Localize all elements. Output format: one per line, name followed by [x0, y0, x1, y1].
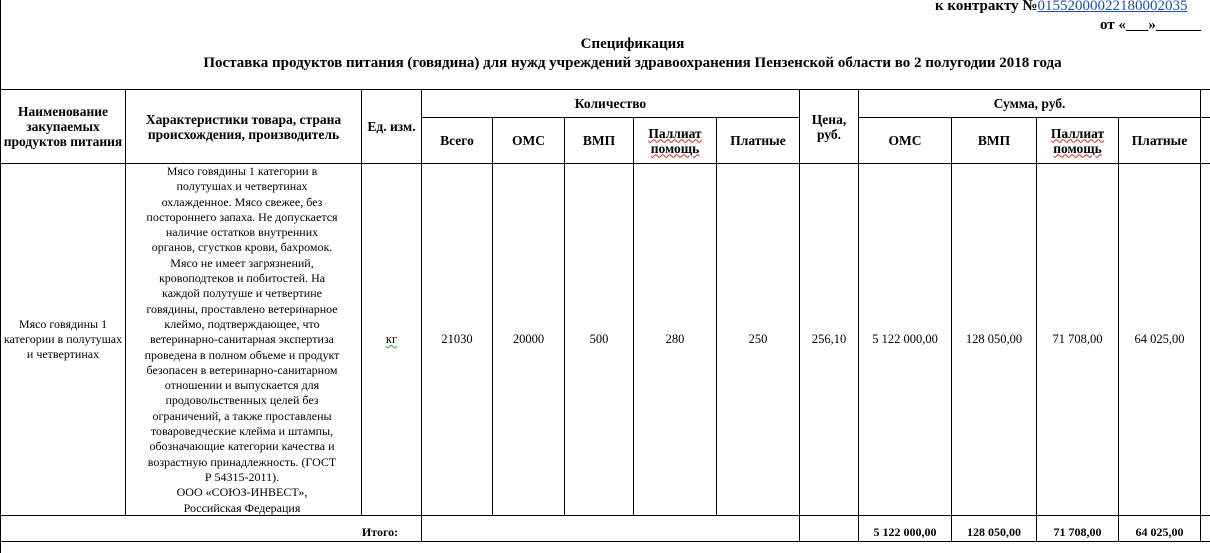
desc-line: каждой полутуше и четвертине: [162, 286, 322, 301]
row-qty-paid: 250: [748, 332, 768, 346]
desc-line: органов, сгустков крови, бахромок.: [151, 240, 333, 255]
row-sum-vmp: 128 050,00: [965, 332, 1023, 346]
header-product-name: Наименование закупаемых продуктов питания: [3, 104, 123, 149]
header-qty-total: Всего: [440, 133, 474, 148]
row-sum-oms: 5 122 000,00: [872, 332, 938, 346]
header-price: Цена, руб.: [811, 111, 847, 142]
row-price: 256,10: [811, 332, 847, 346]
desc-line: ограничений, а также проставлены: [152, 408, 332, 423]
desc-line: ООО «СОЮЗ-ИНВЕСТ»,: [176, 485, 308, 500]
totals-sum-paid: 64 025,00: [1135, 525, 1184, 539]
header-qty-vmp: ВМП: [582, 133, 616, 148]
desc-line: отношении и выпускается для: [164, 378, 320, 393]
desc-line: Р 54315-2011).: [204, 469, 280, 484]
header-quantity-group: Количество: [574, 96, 647, 111]
desc-line: кровоподтеков и побитостей. На: [158, 271, 326, 286]
desc-line: клеймо, подтверждающее, что: [164, 316, 320, 331]
header-characteristics: Характеристики товара, страна происхождения, производитель: [145, 111, 342, 142]
header-sum-group: Сумма, руб.: [993, 96, 1066, 111]
totals-sum-palliative: 71 708,00: [1053, 525, 1102, 539]
row-unit: кг: [385, 332, 398, 346]
row-qty-vmp: 500: [589, 332, 609, 346]
desc-line: ветеринарно-санитарная экспертиза: [149, 332, 335, 347]
row-qty-oms: 20000: [512, 332, 545, 346]
row-qty-total: 21030: [441, 332, 473, 346]
header-sum-oms: ОМС: [888, 133, 922, 148]
header-unit: Ед. изм.: [367, 119, 416, 134]
totals-sum-oms: 5 122 000,00: [873, 525, 937, 539]
desc-line: охлажденное. Мясо свежее, без: [161, 194, 323, 209]
grid-line: [1200, 89, 1201, 541]
row-product-name: Мясо говядины 1 категории в полутушах и четвертинах: [3, 317, 123, 361]
header-qty-palliative: Паллиат помощь: [648, 125, 702, 156]
desc-line: Российская Федерация: [183, 500, 301, 515]
desc-line: Мясо не имеет загрязнений,: [170, 255, 314, 270]
contract-date: от «___»______: [1100, 17, 1201, 33]
grid-line: [0, 541, 1210, 542]
row-sum-paid: 64 025,00: [1134, 332, 1185, 346]
contract-number-link[interactable]: 01552000022180002035: [1037, 0, 1188, 14]
desc-line: товароведческие клейма и штампы,: [150, 424, 334, 439]
desc-line: Мясо говядины 1 категории в: [166, 164, 318, 178]
header-sum-vmp: ВМП: [977, 133, 1011, 148]
totals-sum-vmp: 128 050,00: [967, 525, 1021, 539]
contract-prefix: к контракту №: [935, 0, 1038, 14]
contract-reference: [935, 0, 1188, 15]
header-sum-paid: Платные: [1131, 133, 1188, 148]
desc-line: постороннего запаха. Не допускается: [146, 209, 338, 224]
document-subtitle: Поставка продуктов питания (говядина) для нужд учреждений здравоохранения Пензенской области во 2 полугодии 2018 года: [203, 55, 1062, 71]
header-qty-oms: ОМС: [512, 133, 545, 148]
desc-line: безопасен в ветеринарно-санитарном: [146, 362, 338, 377]
desc-line: полутушах и четвертинах: [176, 179, 308, 194]
desc-line: говядины, проставлено ветеринарное: [146, 301, 338, 316]
row-characteristics: [127, 164, 357, 516]
totals-label: Итого:: [361, 525, 399, 539]
desc-line: наличие остатков внутренних: [165, 225, 319, 240]
row-sum-palliative: 71 708,00: [1052, 332, 1103, 346]
desc-line: продовольственных целей без: [165, 393, 319, 408]
desc-line: проведена в полном объеме и продукт: [144, 347, 340, 362]
header-sum-palliative: Паллиат помощь: [1050, 125, 1105, 156]
row-qty-palliative: 280: [665, 332, 685, 346]
desc-line: обозначающие категории качества и: [149, 439, 335, 454]
header-qty-paid: Платные: [730, 133, 786, 148]
desc-line: возрастную принадлежность. (ГОСТ: [147, 454, 337, 469]
document-title: Спецификация: [580, 36, 685, 52]
